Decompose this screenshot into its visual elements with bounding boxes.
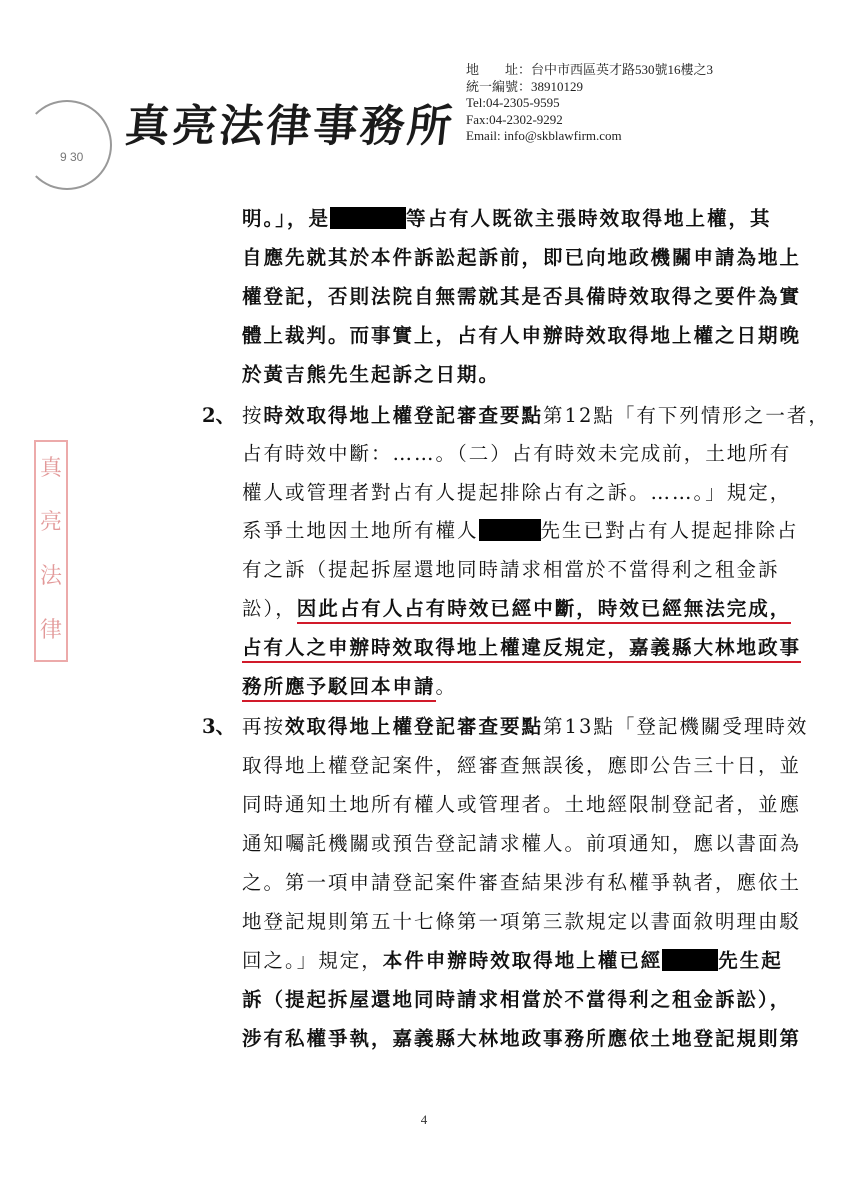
body-line — [242, 593, 791, 621]
body-line — [242, 945, 783, 973]
text-span: 訟）， — [242, 597, 297, 620]
highlighted-text: 因此占有人占有時效已經中斷，時效已經無法完成， — [297, 597, 792, 624]
contact-block — [466, 62, 713, 145]
text-span: 通知囑託機關或預告登記請求權人。前項通知，應以書面為 — [242, 832, 802, 855]
seal-char: 法 — [39, 564, 62, 589]
text-span: 取得地上權登記案件，經審查無誤後，應即公告三十日，並 — [242, 754, 802, 777]
text-span: 等占有人既欲主張時效取得地上權，其 — [406, 207, 772, 230]
redaction-box — [330, 207, 406, 229]
redaction-box — [479, 519, 541, 541]
seal-char: 真 — [39, 456, 62, 481]
text-span: 再按 — [242, 715, 286, 738]
text-span: 系爭土地因土地所有權人 — [242, 519, 479, 542]
fax: Fax:04-2302-9292 — [466, 111, 563, 127]
body-line — [242, 789, 801, 817]
address: 地 址：台中市西區英才路530號16樓之3 — [466, 62, 714, 77]
email: Email: info@skblawfirm.com — [466, 128, 622, 143]
highlighted-text: 務所應予駁回本申請 — [242, 675, 436, 702]
received-stamp — [22, 100, 112, 190]
text-span: 先生已對占有人提起排除占 — [540, 519, 799, 542]
text-span: 有之訴（提起拆屋還地同時請求相當於不當得利之租金訴 — [242, 558, 780, 581]
received-stamp-text: 9 30 — [60, 150, 84, 164]
text-span: 按 — [242, 404, 264, 427]
firm-name: 真亮法律事務所 — [122, 101, 458, 152]
body-line: 體上裁判。而事實上，占有人申辦時效取得地上權之日期晚 — [242, 324, 802, 347]
body-line — [242, 554, 780, 582]
tax-id: 統一編號：38910129 — [466, 78, 584, 94]
text-span: 。 — [435, 675, 458, 698]
highlighted-text: 占有人之申辦時效取得地上權違反規定，嘉義縣大林地政事 — [242, 636, 801, 663]
text-span: 之。第一項申請登記案件審查結果涉有私權爭執者，應依土 — [242, 871, 802, 894]
body-line — [242, 515, 799, 543]
body-line: 訴（提起拆屋還地同時請求相當於不當得利之租金訴訟）， — [242, 988, 792, 1011]
body-line — [242, 906, 801, 934]
text-span: 明。」，是 — [242, 207, 331, 230]
body-line: 於黃吉熊先生起訴之日期。 — [242, 363, 501, 386]
text-span: 先生起 — [718, 949, 783, 972]
seal-char: 亮 — [39, 510, 62, 535]
text-span: 占有時效中斷：……。（二）占有時效未完成前，土地所有 — [242, 442, 792, 465]
item-number: 2、 — [202, 404, 236, 427]
page-number: 4 — [420, 1112, 428, 1127]
body-line — [242, 477, 791, 505]
body-line: 自應先就其於本件訴訟起訴前，即已向地政機關申請為地上 — [242, 246, 802, 269]
text-span: 權人或管理者對占有人提起排除占有之訴。……。」規定， — [242, 481, 792, 504]
body-line — [242, 711, 808, 739]
telephone: Tel:04-2305-9595 — [466, 95, 560, 110]
regulation-title: 時效取得地上權登記審查要點 — [263, 404, 544, 427]
text-span: 同時通知土地所有權人或管理者。土地經限制登記者，並應 — [242, 793, 802, 816]
text-span: 第12點「有下列情形之一者， — [543, 404, 830, 427]
body-line — [242, 632, 801, 660]
red-seal — [34, 440, 68, 662]
seal-char: 律 — [39, 618, 62, 643]
body-line — [242, 828, 801, 856]
body-line — [242, 203, 772, 231]
body-line — [242, 867, 801, 895]
text-span: 第13點「登記機關受理時效 — [543, 715, 809, 738]
body-line — [242, 400, 830, 428]
body-line — [242, 750, 801, 778]
body-line: 權登記，否則法院自無需就其是否具備時效取得之要件為實 — [242, 285, 802, 308]
body-line: 涉有私權爭執，嘉義縣大林地政事務所應依土地登記規則第 — [242, 1027, 802, 1050]
regulation-title: 效取得地上權登記審查要點 — [285, 715, 544, 738]
text-span: 回之。」規定， — [242, 949, 383, 972]
text-span: 地登記規則第五十七條第一項第三款規定以書面敘明理由駁 — [242, 910, 802, 933]
text-span: 本件申辦時效取得地上權已經 — [382, 949, 663, 972]
item-number: 3、 — [202, 715, 236, 738]
body-line — [242, 438, 791, 466]
body-line — [242, 671, 457, 699]
redaction-box — [662, 949, 718, 971]
